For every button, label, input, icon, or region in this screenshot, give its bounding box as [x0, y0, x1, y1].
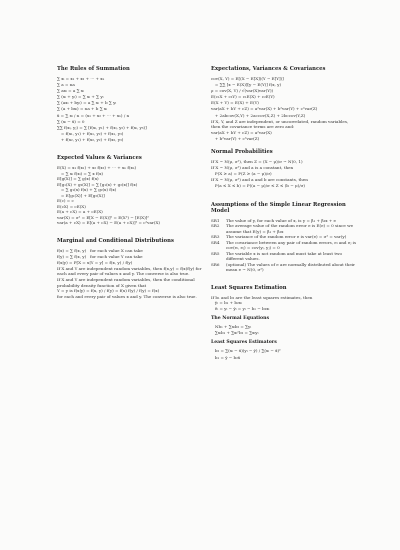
formula-line: b₁ = ȳ − b₂x̄	[211, 354, 241, 360]
expectations-covariances-section	[211, 66, 357, 142]
formula-line: E(c₁X + c₂Y) = c₁E(X) + c₂E(Y)	[211, 94, 275, 100]
formula-line: b₂ = ∑(xᵢ − x̄)(yᵢ − ȳ) / ∑(xᵢ − x̄)²	[211, 348, 281, 354]
formula-line: If X ~ N(μ, σ²) and a is a constant, then	[211, 165, 294, 171]
assumption-code: SR6	[211, 261, 220, 267]
formula-line: If X ~ N(μ, σ²), then Z = (X − μ)/σ ~ N(0, 1)	[211, 159, 303, 165]
formula-lines	[57, 248, 203, 266]
formula-line: ∑ (a + bxᵢ) = na + b ∑ xᵢ	[57, 106, 108, 112]
formula-lines	[211, 324, 357, 336]
section-title: Normal Probabilities	[211, 149, 273, 156]
assumption-item	[211, 262, 357, 273]
assumption-code: SR2	[211, 223, 220, 228]
least-squares-section	[211, 285, 357, 361]
formula-lines	[211, 348, 357, 360]
formula-line: var(X) = σ² = E[X − E(X)]² = E(X²) − [E(X)]²	[57, 214, 149, 220]
paragraph: If X and Y are independent random variables, then f(x,y) = f(x)f(y) for each and every pair of values x and y. The converse is also true.	[57, 265, 202, 277]
formula-line: ∑ (axᵢ + byᵢ) = a ∑ xᵢ + b ∑ yᵢ	[57, 100, 117, 106]
formula-line: êᵢ = yᵢ − ŷᵢ = yᵢ − b₁ − b₂xᵢ	[211, 306, 270, 312]
formula-line: f(x) = ∑ f(x, y) for each value X can take	[57, 247, 143, 253]
section-title: Expected Values & Variances	[57, 155, 142, 162]
formula-line: E(X) = x₁ f(x₁) + x₂ f(x₂) + ··· + xₙ f(xₙ)	[57, 165, 137, 171]
section-title: Assumptions of the Simple Linear Regression Model	[211, 201, 346, 214]
formula-line: P(a ≤ X ≤ b) = P((a − μ)/σ ≤ Z ≤ (b − μ)/σ)	[211, 183, 305, 189]
formula-line: E[g₁(X) + g₂(X)] = ∑ [g₁(x) + g₂(x)] f(x)	[57, 181, 138, 187]
formula-lines	[211, 159, 357, 189]
assumption-item	[211, 251, 357, 262]
assumption-item	[211, 223, 357, 234]
formula-line: Y = y is f(x|y) = f(x, y) / f(y) = f(x) f(y) / f(y) = f(x)	[57, 288, 160, 294]
formula-line: E[g(X)] = ∑ g(x) f(x)	[57, 176, 99, 182]
formula-line: ∑ a = na	[57, 82, 75, 88]
formula-line: If X ~ N(μ, σ²) and a and b are constants, then	[211, 177, 308, 183]
formula-line: = ∑∑ [x − E(X)][y − E(Y)] f(x, y)	[211, 82, 282, 88]
formula-line: P(X ≥ a) = P(Z ≥ (a − μ)/σ)	[211, 171, 272, 177]
formula-line: E(cX) = cE(X)	[57, 203, 86, 209]
formula-line: ∑ xᵢ = x₁ + x₂ + ··· + xₙ	[57, 76, 105, 81]
formula-lines	[211, 76, 357, 119]
assumption-text: The average value of the random error e is E(e) = 0 since we assume that E(y) = β₁ + β₂x	[226, 223, 354, 234]
formula-line: + b²var(Y) + c²var(Z)	[211, 135, 260, 141]
formula-lines	[211, 300, 357, 312]
formula-line: E(c) = c	[57, 198, 74, 204]
formula-line: = ∑ g₁(x) f(x) + ∑ g₂(x) f(x)	[57, 187, 117, 193]
paragraph: If b₁ and b₂ are the least squares estimates, then	[211, 294, 313, 300]
assumption-text: The covariance between any pair of random errors, eᵢ and eⱼ is cov(eᵢ, eⱼ) = cov(yᵢ, yⱼ) = 0	[226, 239, 357, 250]
formula-line: var(aX + bY + cZ) = a²var(X) + b²var(Y) + c²var(Z)	[211, 106, 318, 112]
subsection-title: Least Squares Estimators	[211, 340, 277, 346]
right-column	[211, 66, 357, 361]
section-title: Marginal and Conditional Distributions	[57, 237, 174, 244]
formula-line: Nb₁ + ∑xᵢb₂ = ∑yᵢ	[211, 324, 252, 330]
formula-lines	[57, 165, 203, 226]
formula-line: f(x|y) = P[X = x|Y = y] = f(x, y) / f(y)	[57, 259, 133, 265]
formula-line: ∑ axᵢ = a ∑ xᵢ	[57, 88, 84, 94]
formula-line: ∑∑ f(xᵢ, yⱼ) = ∑ [f(xᵢ, y₁) + f(xᵢ, y₂) + f(xᵢ, y₃)]	[57, 124, 147, 130]
formula-line: = f(x₁, y₁) + f(x₁, y₂) + f(x₁, y₃)	[57, 130, 124, 136]
formula-line: ∑ (xᵢ + yᵢ) = ∑ xᵢ + ∑ yᵢ	[57, 94, 104, 100]
assumption-code: SR3	[211, 234, 220, 239]
assumption-item	[211, 240, 357, 251]
formula-line: ∑ (xᵢ − x̄) = 0	[57, 118, 85, 124]
paragraph: for each and every pair of values x and y. The converse is also true.	[57, 294, 197, 300]
formula-line: + 2abcov(X,Y) + 2accov(X,Z) + 2bccov(Y,Z)	[211, 112, 306, 118]
formula-line: ρ = cov(X, Y) / √(var(X)var(Y))	[211, 88, 274, 94]
formula-lines	[211, 130, 357, 142]
assumption-text: The variable x is not random and must take at least two different values.	[226, 250, 342, 261]
assumption-text: The value of y, for each value of x, is y = β₁ + β₂x + e	[226, 217, 336, 223]
assumption-code: SR4	[211, 239, 220, 245]
formula-line: E(X + Y) = E(X) + E(Y)	[211, 100, 259, 106]
formula-line: var(aX + bY + cZ) = a²var(X)	[211, 129, 272, 135]
normal-probabilities-section	[211, 149, 357, 189]
formula-line: E(a + cX) = a + cE(X)	[57, 209, 103, 215]
formula-line: + f(x₂, y₁) + f(x₂, y₂) + f(x₂, y₃)	[57, 136, 124, 142]
formula-line: f(y) = ∑ f(x, y) for each value Y can take	[57, 253, 143, 259]
formula-line: ŷᵢ = b₁ + b₂xᵢ	[211, 300, 242, 306]
formula-line: cov(X, Y) = E[(X − E[X])(Y − E[Y])]	[211, 76, 284, 81]
summation-section	[57, 66, 203, 143]
paragraph: If X and Y are independent random variables, then the conditional probability density function of X given that	[57, 277, 195, 288]
formula-line: = ∑ xᵢ f(xᵢ) = ∑ x f(x)	[57, 170, 104, 176]
subsection-title: The Normal Equations	[211, 316, 270, 322]
section-title: The Rules of Summation	[57, 66, 130, 72]
formula-lines	[57, 76, 203, 143]
section-title: Least Squares Estimation	[211, 284, 287, 291]
assumption-text: The variance of the random error e is var(e) = σ² = var(y)	[226, 234, 347, 239]
formula-line: var(a + cX) = E[(a + cX) − E(a + cX)]² = c²var(X)	[57, 220, 160, 226]
assumption-text: (optional) The values of e are normally distributed about their mean e ~ N(0, σ²)	[226, 261, 356, 272]
expected-values-section	[57, 155, 203, 226]
formula-line: x̄ = ∑ xᵢ / n = (x₁ + x₂ + ··· + xₙ) / n	[57, 112, 130, 118]
paragraph: If X, Y, and Z are independent, or uncorrelated, random variables, then the covariance terms are zero and:	[211, 118, 349, 130]
left-column	[57, 66, 203, 300]
assumption-code: SR1	[211, 217, 220, 223]
section-title: Expectations, Variances & Covariances	[211, 66, 326, 72]
formula-line: = E[g₁(X)] + E[g₂(X)]	[57, 192, 105, 198]
formula-line: ∑xᵢb₁ + ∑xᵢ²b₂ = ∑xᵢyᵢ	[211, 330, 259, 336]
regression-assumptions-section	[211, 202, 357, 273]
assumption-code: SR5	[211, 250, 220, 256]
marginal-conditional-section	[57, 238, 203, 300]
